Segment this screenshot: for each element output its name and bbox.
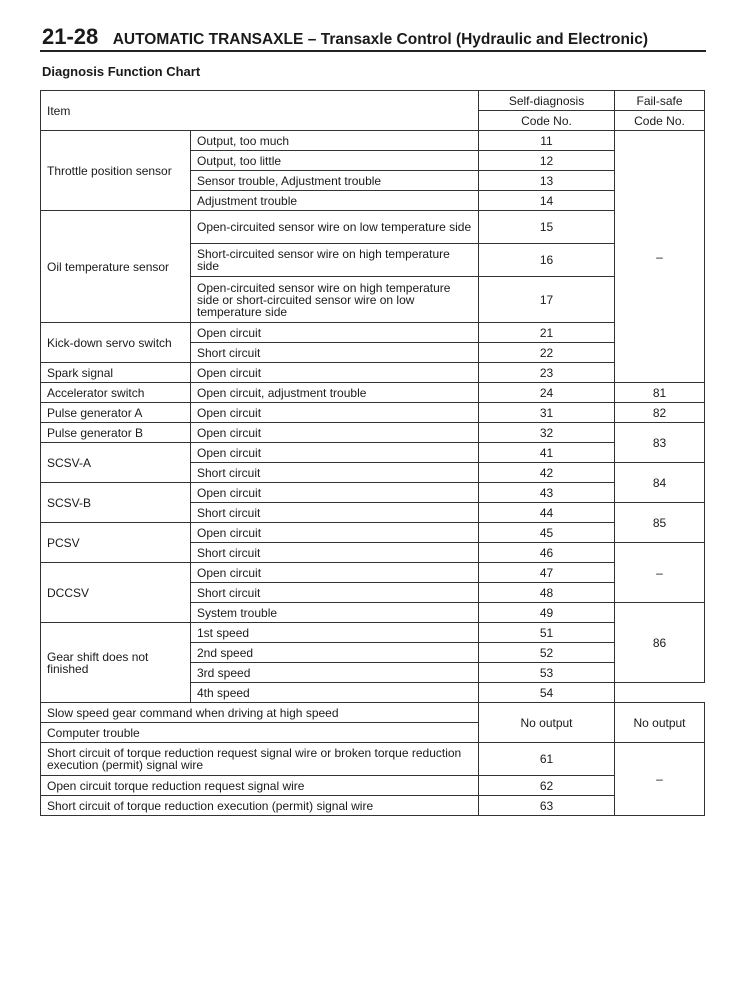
item-name: Short circuit of torque reduction request signal wire or broken torque reduction execution (permit) signal wire: [41, 743, 479, 776]
self-diagnosis-code: 17: [479, 277, 615, 323]
self-diagnosis-code: 22: [479, 343, 615, 363]
page-number: 21-28: [42, 24, 99, 49]
item-name: Short circuit of torque reduction execution (permit) signal wire: [41, 796, 479, 816]
condition-cell: Adjustment trouble: [191, 191, 479, 211]
self-diagnosis-code: 63: [479, 796, 615, 816]
page-subtitle: – Transaxle Control (Hydraulic and Electronic): [307, 31, 649, 48]
self-diagnosis-code: 48: [479, 583, 615, 603]
fail-safe-code: No output: [615, 703, 705, 743]
self-diagnosis-code: 21: [479, 323, 615, 343]
item-name: PCSV: [41, 523, 191, 563]
self-diagnosis-code: 53: [479, 663, 615, 683]
table-row: [41, 563, 705, 583]
item-name: SCSV-A: [41, 443, 191, 483]
condition-cell: Open circuit: [191, 523, 479, 543]
table-row: [41, 623, 705, 643]
condition-cell: Short circuit: [191, 463, 479, 483]
item-name: Accelerator switch: [41, 383, 191, 403]
table-row: [41, 131, 705, 151]
header-rule: [40, 50, 706, 52]
self-diagnosis-code: 42: [479, 463, 615, 483]
self-diagnosis-code: 62: [479, 776, 615, 796]
fail-safe-code: 84: [615, 463, 705, 503]
fail-safe-code: 81: [615, 383, 705, 403]
header-item: Item: [41, 91, 479, 131]
table-row: [41, 383, 705, 403]
condition-cell: 4th speed: [191, 683, 479, 703]
table-row: [41, 443, 705, 463]
page-title: AUTOMATIC TRANSAXLE: [112, 31, 304, 48]
table-row: [41, 483, 705, 503]
table-row: [41, 743, 705, 776]
condition-cell: Sensor trouble, Adjustment trouble: [191, 171, 479, 191]
condition-cell: Open circuit, adjustment trouble: [191, 383, 479, 403]
self-diagnosis-code: 47: [479, 563, 615, 583]
condition-cell: System trouble: [191, 603, 479, 623]
item-name: Gear shift does not finished: [41, 623, 191, 703]
self-diagnosis-code: 23: [479, 363, 615, 383]
header-code-no: Code No.: [615, 111, 705, 131]
condition-cell: 1st speed: [191, 623, 479, 643]
self-diagnosis-code: 61: [479, 743, 615, 776]
self-diagnosis-code: 51: [479, 623, 615, 643]
table-row: [41, 703, 705, 723]
item-name: Slow speed gear command when driving at high speed: [41, 703, 479, 723]
table-row: [41, 323, 705, 343]
condition-cell: Output, too much: [191, 131, 479, 151]
table-row: [41, 211, 705, 244]
table-row: [41, 363, 705, 383]
item-name: DCCSV: [41, 563, 191, 623]
self-diagnosis-code: 12: [479, 151, 615, 171]
fail-safe-code: 86: [615, 603, 705, 683]
self-diagnosis-code: No output: [479, 703, 615, 743]
fail-safe-code: –: [615, 131, 705, 383]
table-row: [41, 403, 705, 423]
header-code-no: Code No.: [479, 111, 615, 131]
item-name: Open circuit torque reduction request signal wire: [41, 776, 479, 796]
condition-cell: Open circuit: [191, 563, 479, 583]
table-row: [41, 796, 705, 816]
table-row: [41, 423, 705, 443]
item-name: Spark signal: [41, 363, 191, 383]
condition-cell: Open circuit: [191, 363, 479, 383]
self-diagnosis-code: 13: [479, 171, 615, 191]
fail-safe-code: –: [615, 743, 705, 816]
fail-safe-code: –: [615, 543, 705, 603]
header-row: [41, 91, 705, 111]
condition-cell: Open-circuited sensor wire on low temperature side: [191, 211, 479, 244]
fail-safe-code: 85: [615, 503, 705, 543]
condition-cell: 3rd speed: [191, 663, 479, 683]
self-diagnosis-code: 15: [479, 211, 615, 244]
condition-cell: Open circuit: [191, 323, 479, 343]
condition-cell: Open circuit: [191, 403, 479, 423]
item-name: Oil temperature sensor: [41, 211, 191, 323]
table-row: [41, 523, 705, 543]
condition-cell: 2nd speed: [191, 643, 479, 663]
condition-cell: Short circuit: [191, 343, 479, 363]
item-name: Pulse generator B: [41, 423, 191, 443]
condition-cell: Open-circuited sensor wire on high temperature side or short-circuited sensor wire on low temperature side: [191, 277, 479, 323]
condition-cell: Short circuit: [191, 583, 479, 603]
item-name: SCSV-B: [41, 483, 191, 523]
condition-cell: Short circuit: [191, 503, 479, 523]
item-name: Kick-down servo switch: [41, 323, 191, 363]
self-diagnosis-code: 43: [479, 483, 615, 503]
fail-safe-code: 82: [615, 403, 705, 423]
item-name: Computer trouble: [41, 723, 479, 743]
condition-cell: Open circuit: [191, 423, 479, 443]
diagnosis-table: [40, 90, 705, 816]
section-title: Diagnosis Function Chart: [42, 64, 201, 79]
table-row: [41, 776, 705, 796]
self-diagnosis-code: 44: [479, 503, 615, 523]
page-header: [42, 24, 648, 50]
condition-cell: Output, too little: [191, 151, 479, 171]
header-self-diagnosis: Self-diagnosis: [479, 91, 615, 111]
header-fail-safe: Fail-safe: [615, 91, 705, 111]
self-diagnosis-code: 46: [479, 543, 615, 563]
self-diagnosis-code: 11: [479, 131, 615, 151]
condition-cell: Open circuit: [191, 483, 479, 503]
item-name: Pulse generator A: [41, 403, 191, 423]
self-diagnosis-code: 16: [479, 244, 615, 277]
condition-cell: Short circuit: [191, 543, 479, 563]
condition-cell: Open circuit: [191, 443, 479, 463]
self-diagnosis-code: 14: [479, 191, 615, 211]
self-diagnosis-code: 49: [479, 603, 615, 623]
self-diagnosis-code: 24: [479, 383, 615, 403]
item-name: Throttle position sensor: [41, 131, 191, 211]
self-diagnosis-code: 54: [479, 683, 615, 703]
condition-cell: Short-circuited sensor wire on high temperature side: [191, 244, 479, 277]
self-diagnosis-code: 45: [479, 523, 615, 543]
fail-safe-code: 83: [615, 423, 705, 463]
self-diagnosis-code: 32: [479, 423, 615, 443]
self-diagnosis-code: 31: [479, 403, 615, 423]
self-diagnosis-code: 52: [479, 643, 615, 663]
self-diagnosis-code: 41: [479, 443, 615, 463]
